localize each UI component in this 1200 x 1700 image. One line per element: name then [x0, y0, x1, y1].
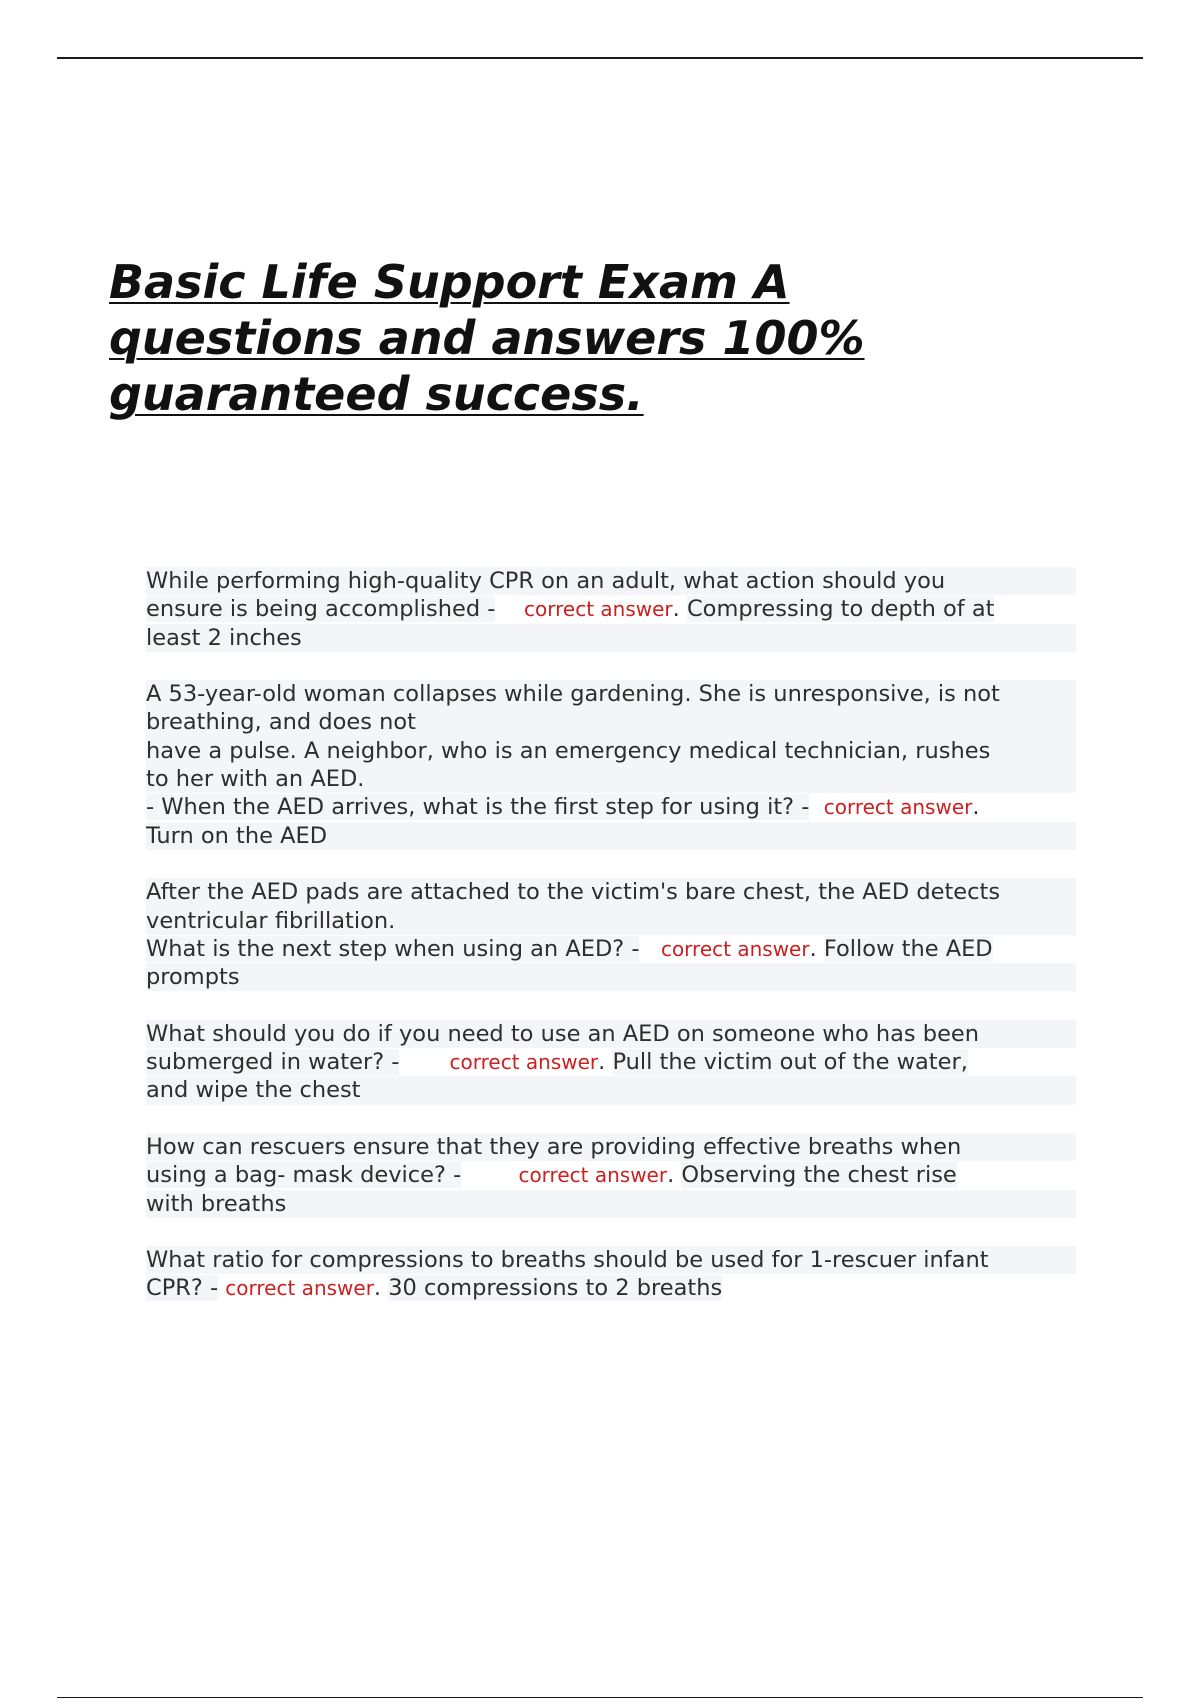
correct-answer-tag: correct answer [518, 1163, 668, 1188]
correct-answer-tag: correct answer [823, 795, 973, 820]
question-line: ensure is being accomplished - [146, 596, 496, 623]
answer-line: and wipe the chest [146, 1076, 1076, 1104]
bottom-rule [57, 1697, 1143, 1698]
correct-answer-tag: correct answer [449, 1050, 599, 1075]
qa-item: After the AED pads are attached to the victim's bare chest, the AED detects ventricular fibrillation. What is the next step when using an AED? - correct answer. Follow the AED prompts [146, 878, 1076, 991]
qa-item: How can rescuers ensure that they are providing effective breaths when using a bag- mask device? - correct answer. Observing the chest rise with breaths [146, 1133, 1076, 1218]
answer-line: prompts [146, 963, 1076, 991]
qa-item: While performing high-quality CPR on an adult, what action should you ensure is being accomplished - correct answer. Compressing to depth of at least 2 inches [146, 567, 1076, 652]
correct-answer-tag: correct answer [225, 1276, 374, 1301]
qa-list [146, 567, 1076, 1331]
question-line: ventricular fibrillation. [146, 907, 1076, 935]
answer-line: least 2 inches [146, 624, 1076, 652]
question-line: to her with an AED. [146, 765, 1076, 793]
qa-item: A 53-year-old woman collapses while gardening. She is unresponsive, is not breathing, and does not have a pulse. A neighbor, who is an emergency medical technician, rushes to her with an AED. - When the AED arrives, what is the first step for using it? - correct answer. Turn on the AED [146, 680, 1076, 850]
qa-item: What ratio for compressions to breaths should be used for 1-rescuer infant CPR? - correct answer. 30 compressions to 2 breaths [146, 1246, 1076, 1303]
top-rule [57, 57, 1143, 59]
question-line: submerged in water? - [146, 1049, 400, 1076]
answer-line: 30 compressions to 2 breaths [388, 1275, 723, 1302]
answer-line: Compressing to depth of at [686, 596, 995, 623]
question-line: What ratio for compressions to breaths should be used for 1-rescuer infant [146, 1246, 1076, 1274]
question-line: using a bag- mask device? - [146, 1162, 462, 1189]
answer-line: Pull the victim out of the water, [612, 1049, 968, 1076]
document-title [109, 254, 1009, 422]
question-line: A 53-year-old woman collapses while gardening. She is unresponsive, is not [146, 680, 1076, 708]
answer-line: with breaths [146, 1190, 1076, 1218]
question-line: have a pulse. A neighbor, who is an emergency medical technician, rushes [146, 737, 1076, 765]
question-line: What should you do if you need to use an AED on someone who has been [146, 1020, 1076, 1048]
title-line: Basic Life Support Exam A [109, 255, 790, 309]
answer-line: Observing the chest rise [681, 1162, 957, 1189]
question-line: breathing, and does not [146, 708, 1076, 736]
correct-answer-tag: correct answer [524, 597, 673, 622]
qa-item: What should you do if you need to use an AED on someone who has been submerged in water? - correct answer. Pull the victim out of the water, and wipe the chest [146, 1020, 1076, 1105]
title-line: guaranteed success. [109, 367, 644, 421]
title-line: questions and answers 100% [109, 311, 865, 365]
question-line: CPR? - [146, 1275, 219, 1302]
question-line: - When the AED arrives, what is the first step for using it? - [146, 794, 810, 821]
correct-answer-tag: correct answer [660, 936, 810, 961]
question-line: What is the next step when using an AED? - [146, 935, 640, 962]
question-line: While performing high-quality CPR on an adult, what action should you [146, 567, 1076, 595]
answer-line: Turn on the AED [146, 822, 1076, 850]
answer-line: Follow the AED [823, 935, 993, 962]
question-line: How can rescuers ensure that they are providing effective breaths when [146, 1133, 1076, 1161]
question-line: After the AED pads are attached to the victim's bare chest, the AED detects [146, 878, 1076, 906]
